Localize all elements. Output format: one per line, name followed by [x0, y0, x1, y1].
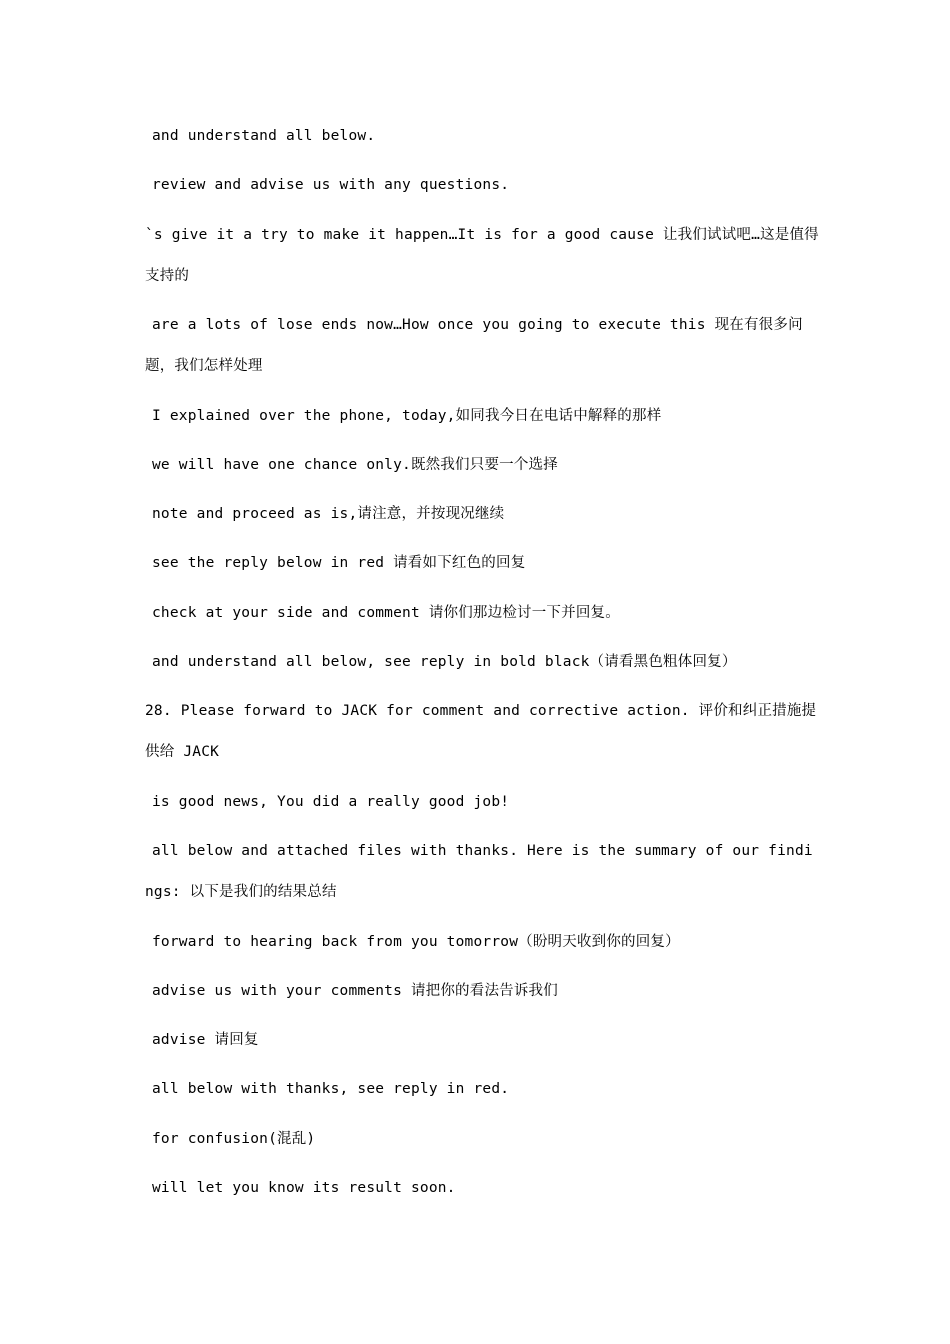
- text-line-12: is good news, You did a really good job!: [152, 794, 510, 810]
- text-line-9: check at your side and comment 请你们那边检讨一下并回复。: [152, 605, 620, 621]
- text-line-18: for confusion(混乱): [152, 1131, 316, 1147]
- text-line-11: 28. Please forward to JACK for comment and corrective action. 评价和纠正措施提供给 JACK: [145, 703, 817, 760]
- text-line-14: forward to hearing back from you tomorrow（盼明天收到你的回复）: [152, 934, 680, 950]
- text-line-6: we will have one chance only.既然我们只要一个选择: [152, 457, 558, 473]
- text-line-3: `s give it a try to make it happen…It is for a good cause 让我们试试吧…这是值得支持的: [145, 227, 819, 284]
- text-line-2: review and advise us with any questions.: [152, 177, 510, 193]
- text-line-16: advise 请回复: [152, 1032, 259, 1048]
- text-line-19: will let you know its result soon.: [152, 1180, 456, 1196]
- text-line-10: and understand all below, see reply in bold black（请看黑色粗体回复）: [152, 654, 737, 670]
- text-line-8: see the reply below in red 请看如下红色的回复: [152, 555, 526, 571]
- text-line-5: I explained over the phone, today,如同我今日在电话中解释的那样: [152, 408, 662, 424]
- text-line-15: advise us with your comments 请把你的看法告诉我们: [152, 983, 558, 999]
- text-line-13: all below and attached files with thanks. Here is the summary of our findings: 以下是我们的结果总结: [145, 843, 813, 900]
- text-line-17: all below with thanks, see reply in red.: [152, 1081, 510, 1097]
- text-line-7: note and proceed as is,请注意，并按现况继续: [152, 506, 505, 522]
- text-line-1: and understand all below.: [152, 128, 376, 144]
- text-line-4: are a lots of lose ends now…How once you going to execute this 现在有很多问题，我们怎样处理: [145, 317, 803, 374]
